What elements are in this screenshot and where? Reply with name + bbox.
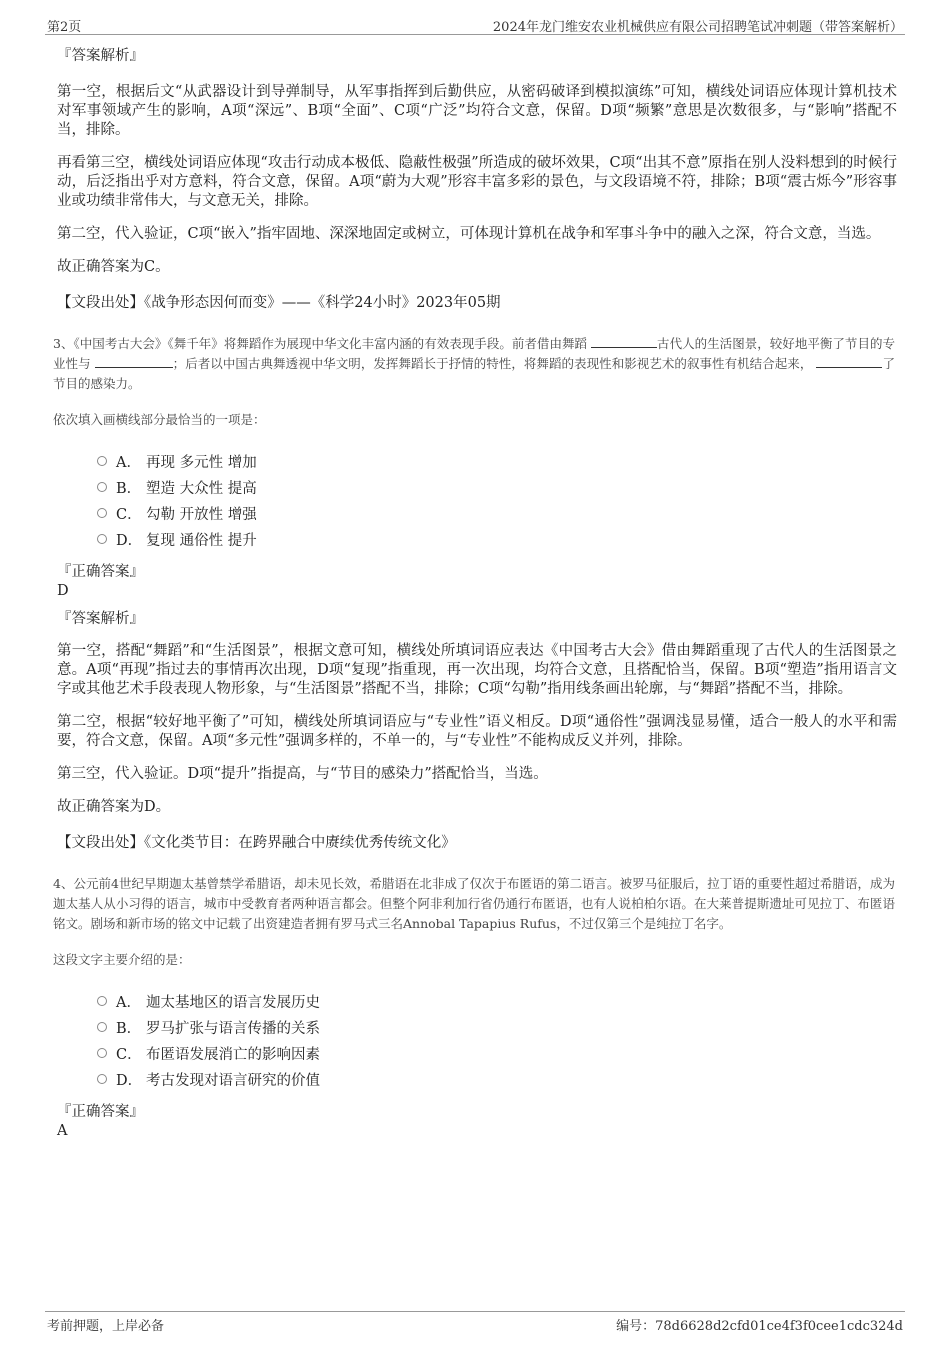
answer-analysis-label: 『答案解析』: [57, 611, 144, 627]
radio-button[interactable]: [97, 508, 107, 518]
correct-answer-label: 『正确答案』: [57, 1104, 144, 1120]
correct-answer: A: [57, 1123, 68, 1139]
fill-blank: [95, 355, 173, 368]
page-footer: [45, 1311, 905, 1332]
question-4-options: [97, 988, 897, 1092]
radio-button[interactable]: [97, 1074, 107, 1084]
radio-button[interactable]: [97, 534, 107, 544]
analysis-paragraph: 再看第三空，横线处词语应体现“攻击行动成本极低、隐蔽性极强”所造成的破坏效果，C项“出其不意”原指在别人没料想到的时候行动，后泛指出乎对方意料，符合文意，保留。A项“蔚为大观”形容丰富多彩的景色，与文段语境不符，排除；B项“震古烁今”形容事业或功绩非常伟大，与文意无关，排除。: [57, 155, 897, 209]
option-d[interactable]: D． 考古发现对语言研究的价值: [97, 1066, 897, 1092]
analysis-paragraph: 故正确答案为C。: [57, 259, 170, 275]
fill-blank: [591, 335, 657, 348]
option-d[interactable]: D． 复现 通俗性 提升: [97, 526, 897, 552]
document-id: 编号：78d6628d2cfd01ce4f3f0cee1cdc324d: [616, 1319, 903, 1334]
option-c[interactable]: C． 勾勒 开放性 增强: [97, 500, 897, 526]
document-title: 2024年龙门维安农业机械供应有限公司招聘笔试冲刺题（带答案解析）: [492, 20, 903, 35]
option-b[interactable]: B． 塑造 大众性 提高: [97, 474, 897, 500]
correct-answer-label: 『正确答案』: [57, 564, 144, 580]
radio-button[interactable]: [97, 1022, 107, 1032]
radio-button[interactable]: [97, 456, 107, 466]
option-a[interactable]: A． 再现 多元性 增加: [97, 448, 897, 474]
analysis-paragraph: 故正确答案为D。: [57, 799, 171, 815]
radio-button[interactable]: [97, 996, 107, 1006]
question-4-text: 4、公元前4世纪早期迦太基曾禁学希腊语，却未见长效，希腊语在北非成了仅次于布匿语的第二语言。被罗马征服后，拉丁语的重要性超过希腊语，成为迦太基人从小习得的语言，城市中受教育者两种语言都会。但整个阿非利加行省仍通行布匿语，也有人说柏柏尔语。在大莱普提斯遗址可见拉丁、布匿语铭文。剧场和新市场的铭文中记载了出资建造者拥有罗马式三名Annobal Tapapius Rufus，不过仅第三个是纯拉丁名字。: [53, 876, 895, 931]
question-prompt: 依次填入画横线部分最恰当的一项是：: [53, 412, 266, 427]
option-b[interactable]: B． 罗马扩张与语言传播的关系: [97, 1014, 897, 1040]
page-content: [53, 44, 897, 1147]
question-3-text: 3、《中国考古大会》《舞千年》将舞蹈作为展现中华文化丰富内涵的有效表现手段。前者借由舞蹈 古代人的生活图景，较好地平衡了节目的专业性与 ；后者以中国古典舞透视中华文明，发挥舞蹈长于抒情的特性，将舞蹈的表现性和影视艺术的叙事性有机结合起来， 了节目的感染力。: [53, 336, 895, 391]
radio-button[interactable]: [97, 1048, 107, 1058]
option-a[interactable]: A． 迦太基地区的语言发展历史: [97, 988, 897, 1014]
analysis-paragraph: 第一空，搭配“舞蹈”和“生活图景”，根据文意可知，横线处所填词语应表达《中国考古大会》借由舞蹈重现了古代人的生活图景之意。A项“再现”指过去的事情再次出现，D项“复现”指重现，再一次出现，均符合文意，且搭配恰当，保留。B项“塑造”指用语言文字或其他艺术手段表现人物形象，与“生活图景”搭配不当，排除；C项“勾勒”指用线条画出轮廓，与“舞蹈”搭配不当，排除。: [57, 643, 897, 697]
analysis-paragraph: 第三空，代入验证。D项“提升”指提高，与“节目的感染力”搭配恰当，当选。: [57, 766, 548, 782]
footer-slogan: 考前押题，上岸必备: [47, 1319, 165, 1334]
fill-blank: [816, 355, 882, 368]
analysis-paragraph: 第二空，根据“较好地平衡了”可知，横线处所填词语应与“专业性”语义相反。D项“通俗性”强调浅显易懂，适合一般人的水平和需要，符合文意，保留。A项“多元性”强调多样的，不单一的，与“专业性”不能构成反义并列，排除。: [57, 714, 897, 749]
passage-source: 【文段出处】《文化类节目：在跨界融合中赓续优秀传统文化》: [57, 835, 456, 851]
analysis-paragraph: 第二空，代入验证，C项“嵌入”指牢固地、深深地固定或树立，可体现计算机在战争和军事斗争中的融入之深，符合文意，当选。: [57, 226, 881, 242]
answer-analysis-label: 『答案解析』: [57, 48, 144, 64]
question-prompt: 这段文字主要介绍的是：: [53, 952, 191, 967]
page-number: 第2页: [47, 20, 82, 35]
analysis-paragraph: 第一空，根据后文“从武器设计到导弹制导，从军事指挥到后勤供应，从密码破译到模拟演练”可知，横线处词语应体现计算机技术对军事领域产生的影响，A项“深远”、B项“全面”、C项“广泛”均符合文意，保留。D项“频繁”意思是次数很多，与“影响”搭配不当，排除。: [57, 84, 897, 138]
passage-source: 【文段出处】《战争形态因何而变》——《科学24小时》2023年05期: [57, 295, 501, 311]
radio-button[interactable]: [97, 482, 107, 492]
question-3-options: [97, 448, 897, 552]
correct-answer: D: [57, 583, 69, 599]
page-header: [45, 14, 905, 35]
option-c[interactable]: C． 布匿语发展消亡的影响因素: [97, 1040, 897, 1066]
